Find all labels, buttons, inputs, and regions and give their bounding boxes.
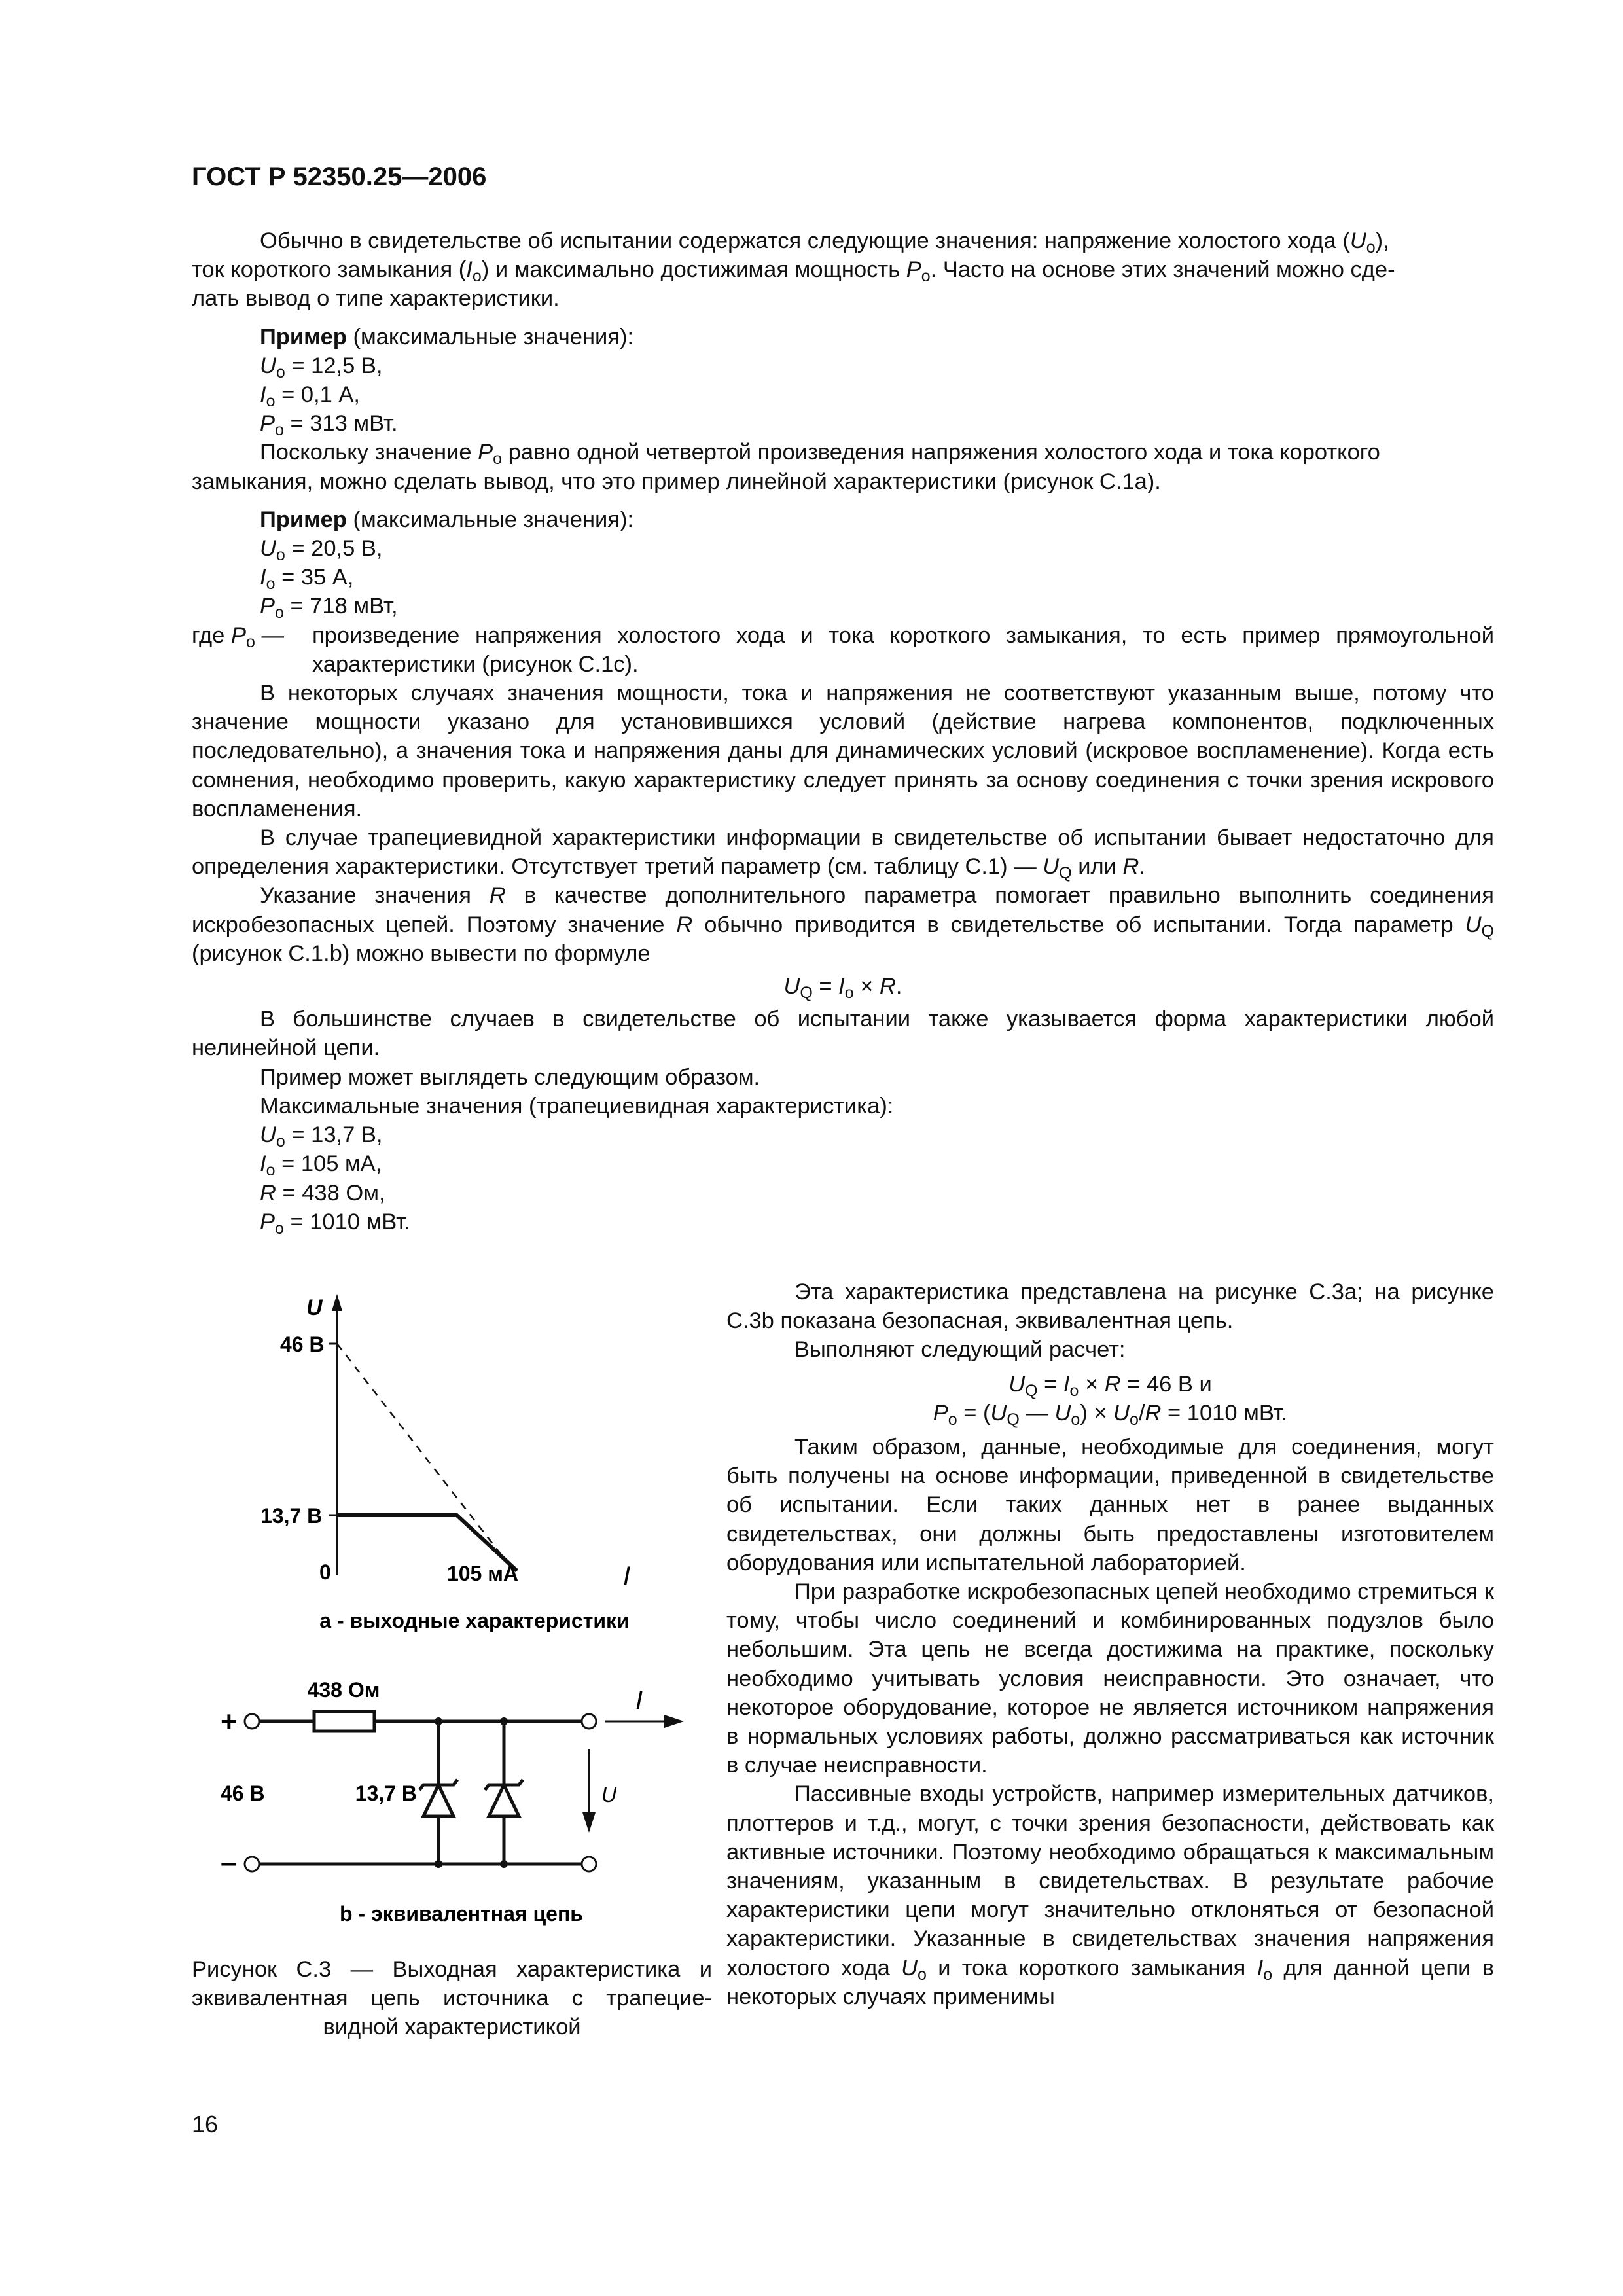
main-text (192, 226, 1494, 1236)
right-paragraph-figure-ref: Эта характеристика представлена на рисунке С.3а; на рисунке С.3b показана безопасная, эквивалентная цепь. (726, 1280, 1494, 1334)
right-paragraph-passive: Пассивные входы устройств, например измерительных датчиков, плоттеров и т.д., могут, с точки зрения безопасности, действовать как активные источники. Поэтому необходимо обращаться к максимальным значениям, указанным в свидетельствах. В результате рабочие характеристики цепи могут значительно отклоняться от безопасной характеристики. Указанные в свидетельствах значения напряжения холостого хода $U_o$ и тока короткого замыкания $I_o$ для данной цепи в некоторых случаях применимы (726, 1782, 1494, 2009)
paragraph-trapezoid: В случае трапециевидной характеристики информации в свидетельстве об испытании бывает недостаточно для определения характеристики. Отсутствует третий параметр (см. таблицу С.1) — $U_Q$ или R. (192, 825, 1494, 883)
zener-label: 13,7 В (355, 1782, 417, 1805)
paragraph-max-values: Максимальные значения (трапециевидная характеристика): (260, 1093, 894, 1119)
y-axis-label: U (306, 1295, 323, 1320)
minus-label: – (221, 1846, 237, 1878)
resistor (314, 1712, 374, 1731)
voltage-arrow-icon (582, 1812, 596, 1833)
plus-terminal (245, 1714, 259, 1729)
example-1-conclusion: Поскольку значение $P_o$ равно одной четвертой произведения напряжения холостого хода и тока короткого замыкания, можно сделать вывод, что это пример линейной характеристики (рисунок С.1а). (192, 440, 1380, 494)
intro-paragraph: Обычно в свидетельстве об испытании содержатся следующие значения: напряжение холостого хода $(U_o)$, ток короткого замыкания $(I_o)$ и максимально достижимая мощность $P_o$. Часто на основе этих значений можно сде- лать вывод о типе характеристики. (192, 228, 1395, 312)
example-1: Пример (максимальные значения): $U_o = 12,5$ В, $I_o = 0,1$ А, $P_o = 313$ мВт. (260, 324, 634, 440)
source-voltage-label: 46 В (221, 1782, 265, 1805)
paragraph-conditions: В некоторых случаях значения мощности, тока и напряжения не соответствуют указанным выше, потому что значение мощности указано для установившихся условий (действие нагрева компонентов, подключенных последовательно), а значения тока и напряжения даны для динамических условий (искровое воспламенение). Когда есть сомнения, необходимо проверить, какую характеристику следует принять за основу соединения с точки зрения искрового воспламенения. (192, 681, 1494, 821)
page-number: 16 (192, 2111, 219, 2138)
formula-uq: $U_Q = I_o \times R$. (783, 974, 902, 1003)
example-2: Пример (максимальные значения): $U_o = 20,5$ В, $I_o = 35$ А, $P_o = 718$ мВт, (260, 507, 634, 622)
minus-terminal (245, 1857, 259, 1871)
graph-caption: а - выходные характеристики (319, 1609, 630, 1632)
current-arrow-icon (664, 1715, 684, 1728)
formula-calc-1: $U_Q = I_o \times R = 46$ В и (1008, 1371, 1212, 1400)
zener-diode-2 (489, 1785, 519, 1816)
circuit-caption: b - эквивалентная цепь (340, 1902, 583, 1926)
right-paragraph-data: Таким образом, данные, необходимые для соединения, могут быть получены на основе информации, приведенной в свидетельстве об испытании. Если таких данных нет в ранее выданных свидетельствах, они должны быть предоставлены изготовителем оборудования или испытательной лабораторией. (726, 1435, 1494, 1575)
paragraph-example-intro: Пример может выглядеть следующим образом. (260, 1064, 760, 1090)
example-3: $U_o = 13,7$ В, $I_o = 105$ мА, R = 438 Ом, $P_o = 1010$ мВт. (260, 1122, 410, 1238)
output-characteristic-graph (249, 1293, 707, 1633)
where-clause: где $P_o$ — произведение напряжения холостого хода и тока короткого замыкания, то есть пример прямоугольной характеристики (рисунок С.1с). (192, 622, 1494, 677)
formula-calc-2: $P_o = (U_Q$ — $U_o) \times U_o/R = 1010$ мВт. (933, 1400, 1288, 1429)
current-label: I (635, 1686, 643, 1715)
x-axis-label: I (623, 1562, 631, 1590)
equivalent-circuit (206, 1672, 704, 1934)
paragraph-nonlinear: В большинстве случаев в свидетельстве об испытании также указывается форма характеристики любой нелинейной цепи. (192, 1007, 1494, 1061)
output-terminal-bottom (582, 1857, 596, 1871)
zener-diode-1 (423, 1785, 454, 1816)
voltage-label: U (601, 1783, 617, 1806)
output-terminal-top (582, 1714, 596, 1729)
right-paragraph-calc: Выполняют следующий расчет: (794, 1337, 1126, 1363)
dashed-linear-line (337, 1344, 514, 1571)
paragraph-r-value: Указание значения R в качестве дополнительного параметра помогает правильно выполнить соединения искробезопасных цепей. Поэтому значение R обычно приводится в свидетельстве об испытании. Тогда параметр $U_Q$ (рисунок С.1.b) можно вывести по формуле (192, 883, 1494, 966)
standard-header: ГОСТ Р 52350.25—2006 (192, 162, 487, 191)
figure-caption: Рисунок С.3 — Выходная характеристика и эквивалентная цепь источника с трапецие- видной характеристикой (192, 1957, 712, 2039)
y-axis-arrow-icon (332, 1294, 342, 1311)
y-label-46: 46 В (280, 1333, 325, 1356)
resistor-label: 438 Ом (307, 1678, 380, 1702)
right-paragraph-design: При разработке искробезопасных цепей необходимо стремиться к тому, чтобы число соединений и комбинированных подузлов было небольшим. Эта цепь не всегда достижима на практике, поскольку необходимо учитывать условия неисправности. Это означает, что некоторое оборудование, которое не является источником напряжения в нормальных условиях работы, должно рассматриваться как источник в случае неисправности. (726, 1579, 1494, 1778)
x-label-105: 105 мА (446, 1562, 518, 1585)
right-column (726, 1278, 1494, 2011)
plus-label: + (221, 1706, 238, 1738)
origin-label: 0 (319, 1560, 331, 1584)
y-label-137: 13,7 В (260, 1504, 323, 1528)
